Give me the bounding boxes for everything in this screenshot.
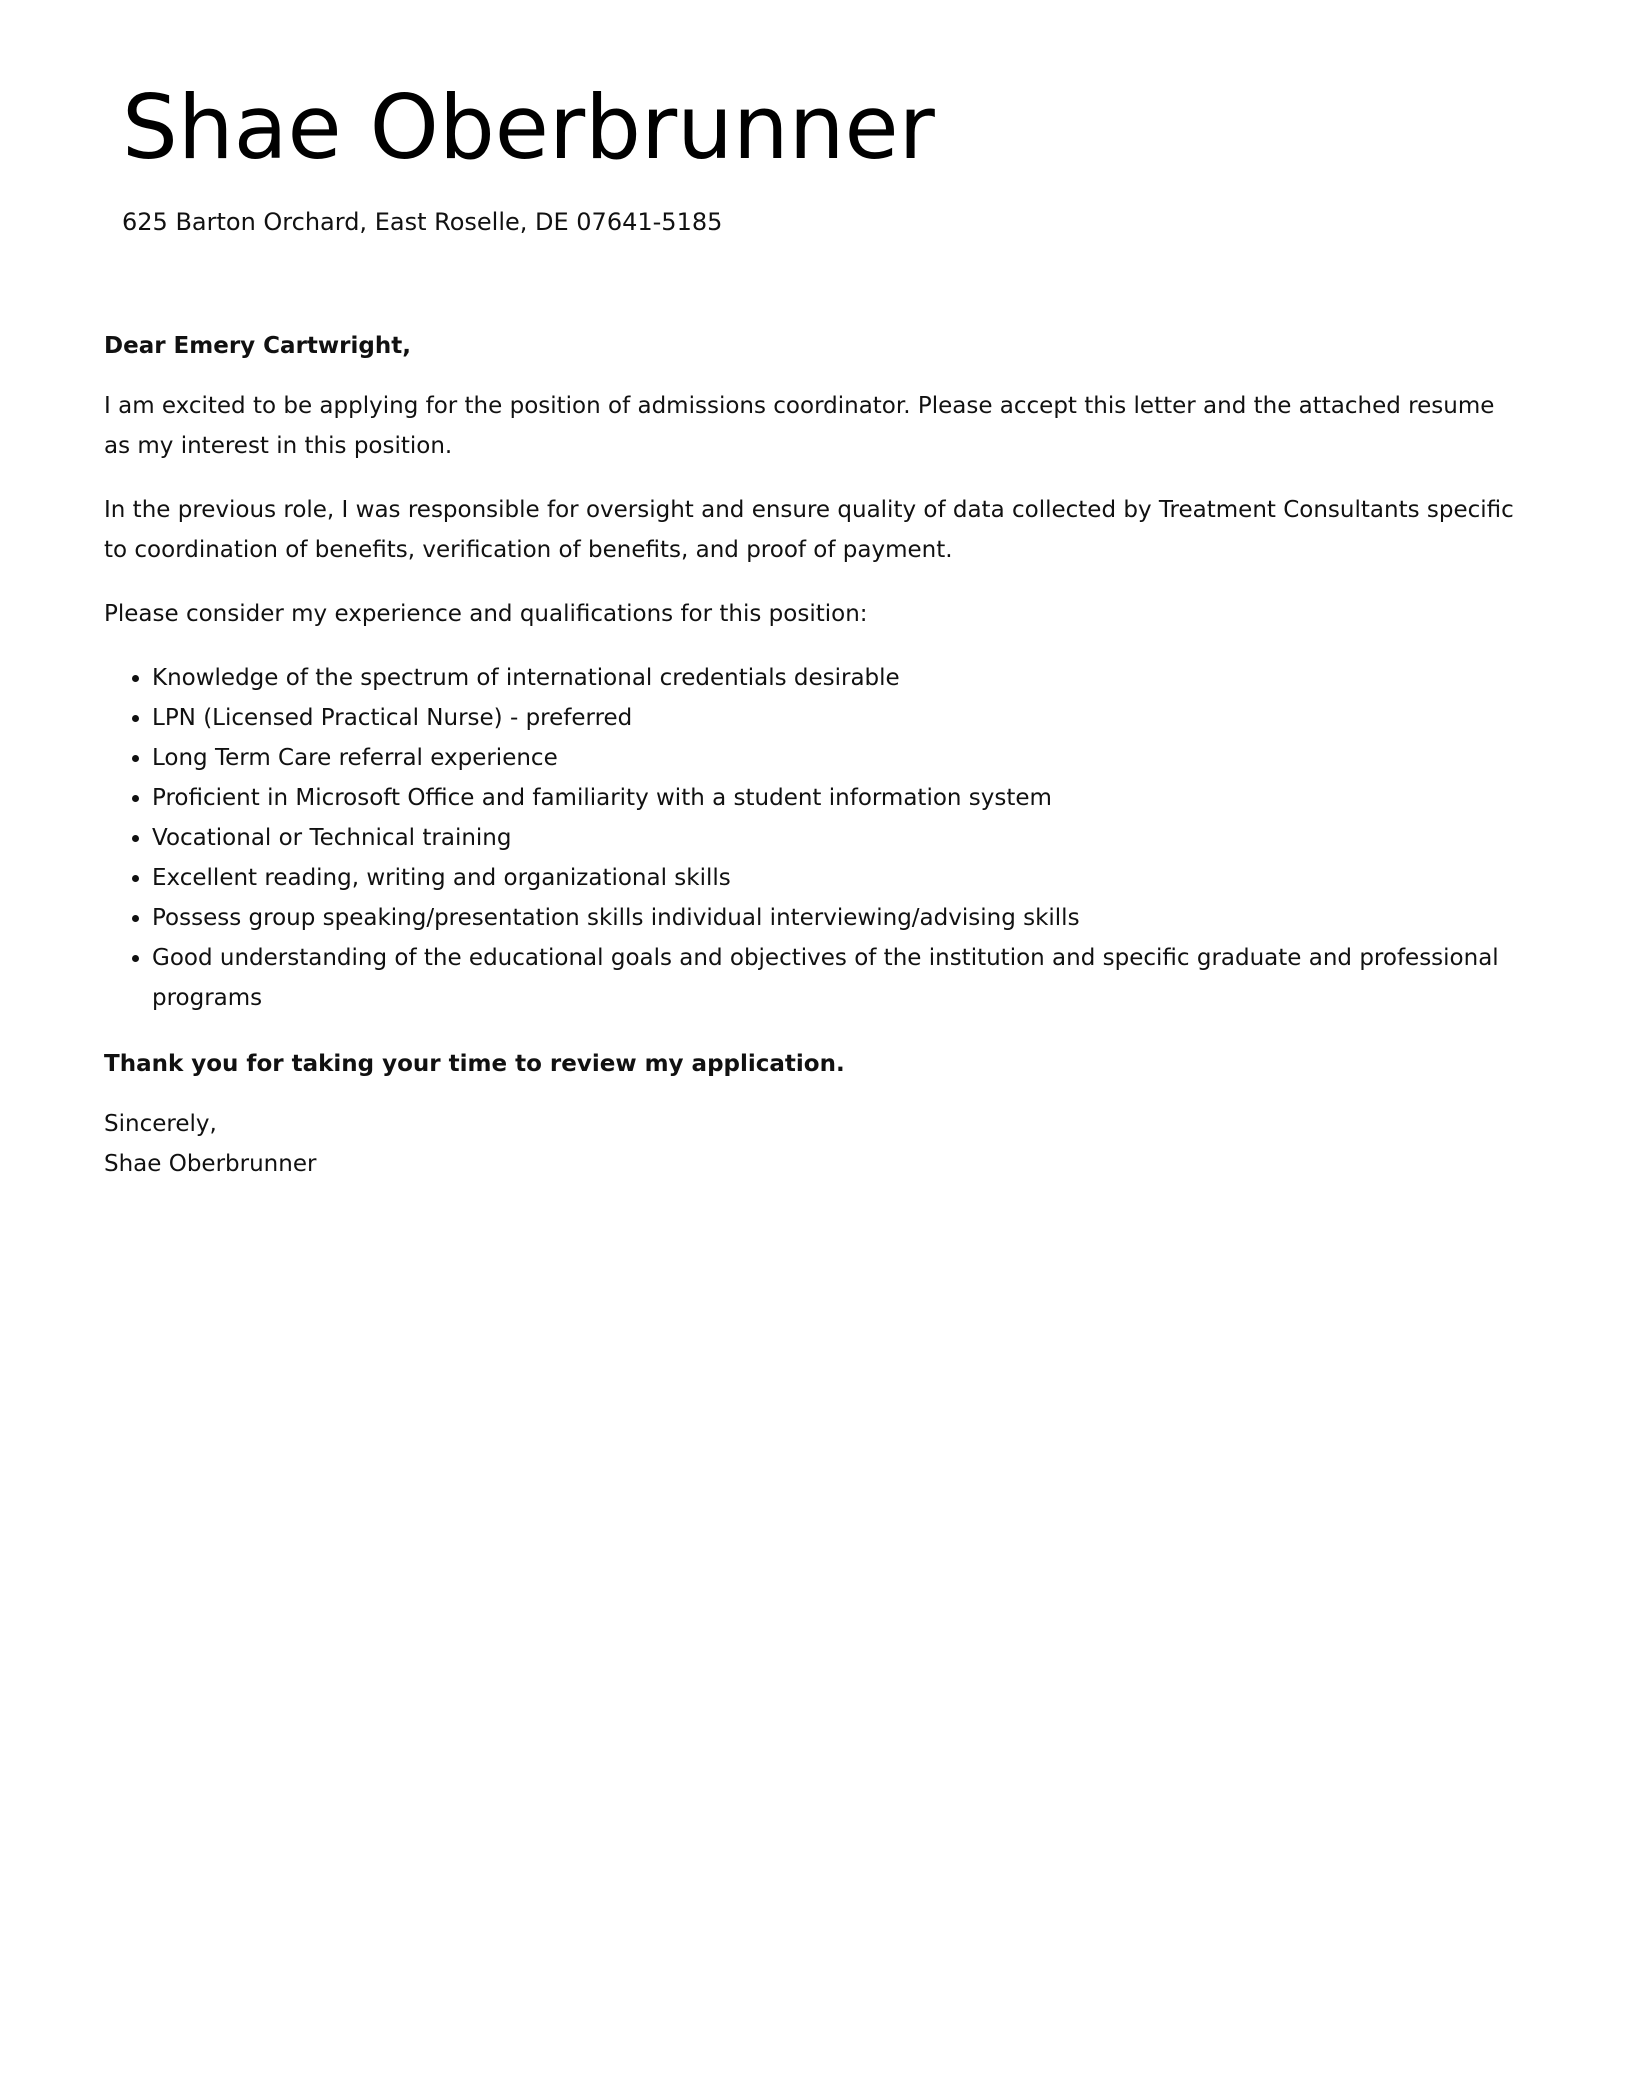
list-item: • Good understanding of the educational goals and objectives of the institution and specific graduate and professional programs: [152, 938, 1524, 1018]
applicant-name: Shae Oberbrunner: [122, 76, 935, 179]
list-item: • Possess group speaking/presentation skills individual interviewing/advising skills: [152, 898, 1524, 938]
applicant-address: 625 Barton Orchard, East Roselle, DE 07641-5185: [122, 208, 723, 236]
list-item: • LPN (Licensed Practical Nurse) - preferred: [152, 698, 1524, 738]
intro-paragraph: I am excited to be applying for the position of admissions coordinator. Please accept this letter and the attached resume as my interest in this position.: [104, 393, 1495, 459]
qualifications-intro: Please consider my experience and qualifications for this position:: [104, 601, 868, 627]
list-item: • Long Term Care referral experience: [152, 738, 1524, 778]
list-item: • Vocational or Technical training: [152, 818, 1524, 858]
signature-name: Shae Oberbrunner: [104, 1151, 317, 1177]
closing-statement: Thank you for taking your time to review my application.: [104, 1051, 845, 1077]
letter-header: [122, 76, 1422, 238]
salutation: Dear Emery Cartwright,: [104, 333, 411, 359]
qualifications-list: [104, 658, 1524, 1018]
letter-body: [104, 330, 1524, 1184]
list-item: • Knowledge of the spectrum of international credentials desirable: [152, 658, 1524, 698]
list-item: • Excellent reading, writing and organizational skills: [152, 858, 1524, 898]
experience-paragraph: In the previous role, I was responsible for oversight and ensure quality of data collected by Treatment Consultants specific to coordination of benefits, verification of benefits, and proof of payment.: [104, 497, 1514, 563]
signoff: Sincerely,: [104, 1111, 217, 1137]
list-item: • Proficient in Microsoft Office and familiarity with a student information system: [152, 778, 1524, 818]
